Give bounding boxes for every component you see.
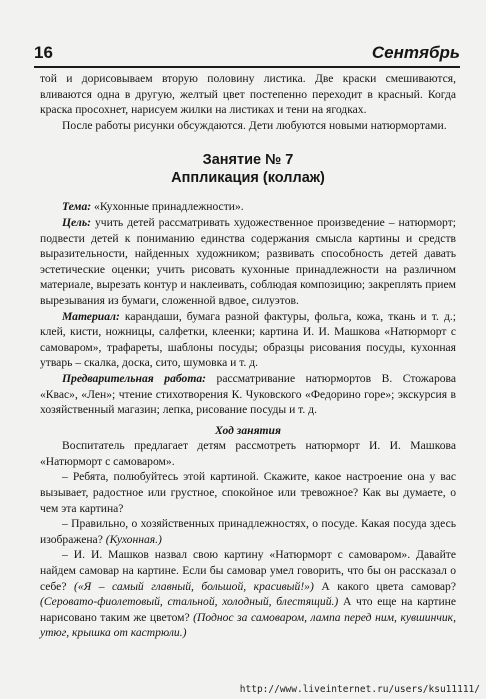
page-number: 16 — [34, 43, 53, 62]
intro-paragraph-2: После работы рисунки обсуждаются. Дети любуются новыми натюрмортами. — [62, 118, 447, 132]
goal-label: Цель: — [62, 215, 91, 229]
process-heading: Ход занятия — [215, 423, 281, 437]
process-p4-c: А какого цвета самовар? — [313, 579, 456, 593]
lesson-subtitle: Аппликация (коллаж) — [171, 170, 325, 187]
material-label: Материал: — [62, 309, 120, 323]
running-head: Сентябрь — [371, 43, 460, 62]
page-body — [40, 71, 456, 641]
prelim-paragraph — [40, 371, 456, 418]
theme-paragraph — [40, 199, 456, 215]
process-p4-d: (Серовато-фиолетовый, стальной, холодный, блестящий.) — [40, 595, 339, 609]
lesson-title: Занятие № 7 — [202, 152, 294, 169]
prelim-text: рассматривание натюрмортов В. Стожарова «Квас», «Лен»; чтение стихотворения К. Чуковского «Федорино горе»; экскурсия в хозяйственный магазин; лепка, рисование посуды и т. д. — [40, 371, 456, 417]
process-p4-a: – И. И. Машков назвал свою картину «Натюрморт с самоваром». Давайте найдем самовар на картине. Если бы самовар умел говорить, что бы он рассказал о себе? — [40, 548, 456, 593]
process-paragraph-3 — [40, 516, 456, 547]
theme-text: «Кухонные принадлежности». — [91, 200, 244, 214]
goal-text: учить детей рассматривать художественное произведение – натюрморт; подвести детей к пониманию единства содержания смысла картины и средств выразительности, найденных художником; развивать способность детей давать эстетические оценки; учить рисовать кухонные принадлежности на различном материале, вырезать контур и наклеивать, соблюдая композицию; закреплять прием вырезывания из бумаги, сложенной вдвое, силуэтов. — [40, 215, 456, 307]
process-p3-answer: (Кухонная.) — [105, 532, 162, 546]
process-paragraph-2: – Ребята, полюбуйтесь этой картиной. Скажите, какое настроение она у вас вызывает, радостное или грустное, спокойное или тревожное? Как вы думаете, о чем эта картина? — [40, 470, 456, 515]
process-p4-f: (Поднос за самоваром, лампа перед ним, кувшинчик, утюг, крышка от кастрюли.) — [40, 610, 456, 640]
process-paragraph-4 — [40, 547, 456, 641]
source-url: http://www.liveinternet.ru/users/ksu11111/ — [239, 684, 480, 695]
goal-paragraph — [40, 215, 456, 309]
process-paragraph-1: Воспитатель предлагает детям рассмотреть натюрморт И. И. Машкова «Натюрморт с самоваром». — [40, 439, 456, 468]
process-p3-text: – Правильно, о хозяйственных принадлежностях, о посуде. Какая посуда здесь изображена? — [40, 517, 456, 546]
material-paragraph — [40, 309, 456, 371]
process-p4-b: («Я – самый главный, большой, красивый!») — [73, 579, 314, 593]
page-header — [34, 40, 460, 68]
intro-paragraph-1: той и дорисовываем вторую половину листика. Две краски смешиваются, вливаются одна в другую, желтый цвет постепенно переходит в красный. Когда краска просохнет, нарисуем жилки на листиках и тени на ягодках. — [40, 72, 456, 117]
process-p4-e: А что еще на картине нарисовано таким же цветом? — [40, 595, 456, 624]
theme-label: Тема: — [62, 200, 92, 214]
prelim-label: Предварительная работа: — [62, 371, 206, 385]
material-text: карандаши, бумага разной фактуры, фольга, кожа, ткань и т. д.; клей, кисти, ножницы, салфетки, клеенки; картина И. И. Машкова «Натюрморт с самоваром», трафареты, шаблоны посуды; образцы рисования посуды, кухонная утварь – скалка, доска, сито, шумовка и т. д. — [40, 309, 456, 370]
